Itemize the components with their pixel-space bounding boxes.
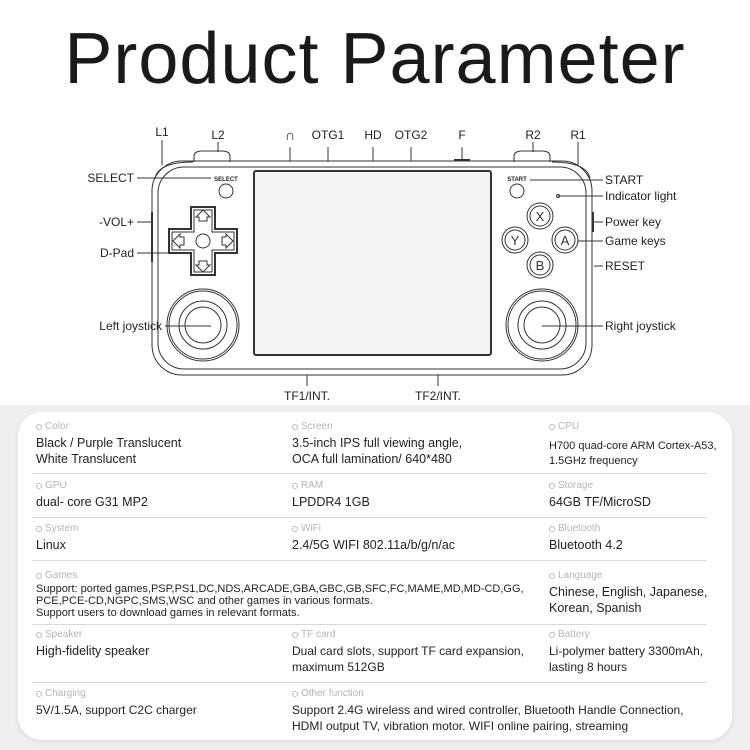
label-dpad: D-Pad [99,246,134,260]
divider [32,473,706,474]
label-tf2: TF2/INT. [414,389,462,403]
label-tf1: TF1/INT. [283,389,331,403]
spec-card [18,412,732,740]
spec-language: Language Chinese, English, Japanese, Korean, Spanish [549,570,708,615]
svg-text:Y: Y [510,233,520,248]
label-game-keys: Game keys [605,234,666,248]
spec-charging: Charging 5V/1.5A, support C2C charger [36,688,197,717]
spec-wifi: WiFi 2.4/5G WIFI 802.11a/b/g/n/ac [292,523,456,552]
label-power-key: Power key [605,215,662,229]
r1-button [552,162,590,178]
label-otg1: OTG1 [311,128,345,142]
label-r1: R1 [570,128,586,142]
left-joystick [167,289,239,361]
divider [32,560,706,561]
spec-system: System Linux [36,523,79,552]
label-volume: -VOL+ [98,215,134,229]
spec-other-function: Other function Support 2.4G wireless and wired controller, Bluetooth Handle Connection, HDMI output TV, vibration motor. WIFI online pairing, streaming [292,688,684,733]
svg-text:SELECT: SELECT [214,177,238,183]
start-button [510,184,524,198]
r2-button [514,151,550,162]
label-r2: R2 [525,128,541,142]
spec-color: Color Black / Purple Translucent White Translucent [36,421,182,466]
svg-text:A: A [560,233,570,248]
l2-button [194,151,230,162]
svg-text:START: START [507,177,527,183]
spec-screen: Screen 3.5-inch IPS full viewing angle, OCA full lamination/ 640*480 [292,421,463,466]
label-indicator-light: Indicator light [605,189,677,203]
screen [254,171,491,355]
label-select: SELECT [87,171,134,185]
spec-storage: Storage 64GB TF/MicroSD [549,480,651,509]
spec-gpu: GPU dual- core G31 MP2 [36,480,148,509]
divider [32,624,706,625]
spec-ram: RAM LPDDR4 1GB [292,480,370,509]
label-l2: L2 [211,128,225,142]
spec-cpu: CPU H700 quad-core ARM Cortex-A53, 1.5GHz frequency [549,421,717,467]
divider [32,517,706,518]
spec-speaker: Speaker High-fidelity speaker [36,629,150,658]
label-right-joystick: Right joystick [605,319,676,333]
label-l1: L1 [155,125,169,139]
select-button [219,184,233,198]
svg-text:X: X [535,209,545,224]
label-reset: RESET [605,259,646,273]
divider [32,682,706,683]
page-title: Product Parameter [64,19,686,99]
label-hd: HD [364,128,382,142]
spec-bluetooth: Bluetooth Bluetooth 4.2 [549,523,623,552]
label-left-joystick: Left joystick [99,319,162,333]
spec-games: Games Support: ported games,PSP,PS1,DC,NDS,ARCADE,GBA,GBC,GB,SFC,FC,MAME,MD,MD-CD,GG, PCE,PCE-CD,NGPC,SMS,WSC and other games in various formats. Support users to download games in relevant formats. [36,570,524,619]
label-start: START [605,173,644,187]
spec-tf-card: TF card Dual card slots, support TF card expansion, maximum 512GB [292,629,524,674]
spec-battery: Battery Li-polymer battery 3300mAh, lasting 8 hours [549,629,704,674]
label-otg2: OTG2 [394,128,428,142]
d-pad [169,207,237,275]
right-joystick [506,289,578,361]
headphone-icon: ∩ [284,127,296,143]
svg-text:B: B [535,258,545,273]
label-f: F [458,128,466,142]
